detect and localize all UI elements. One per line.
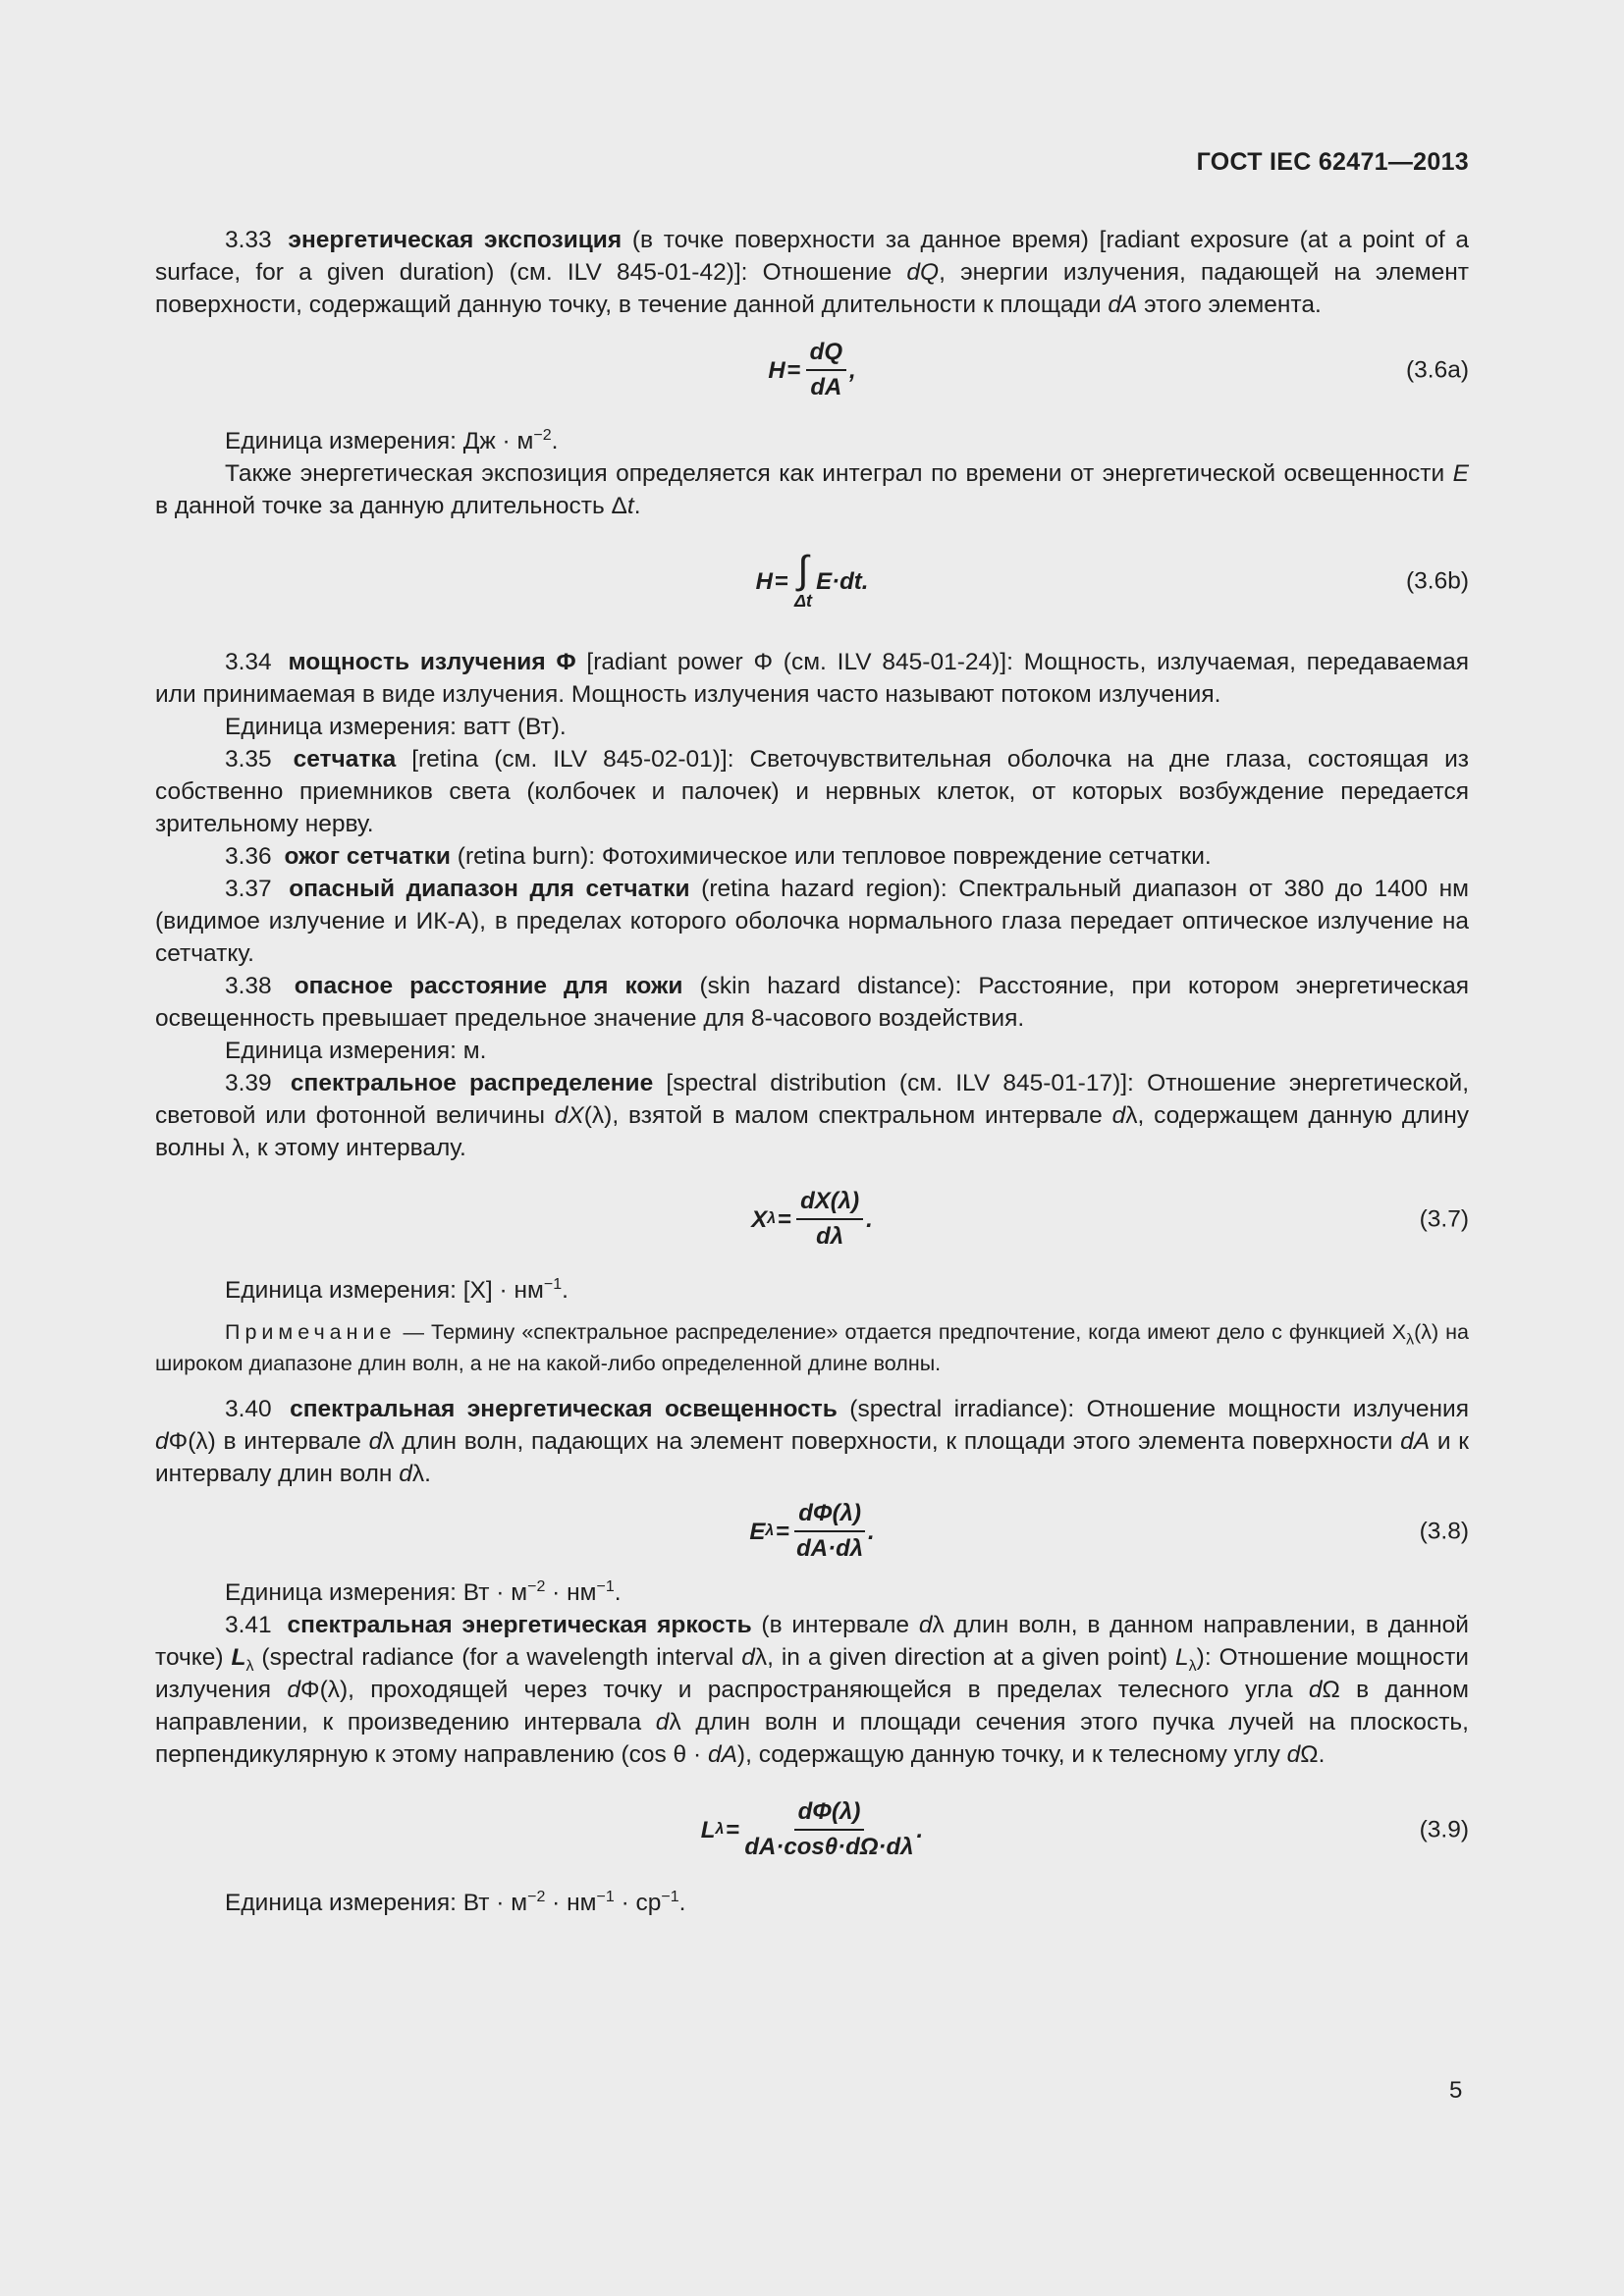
variable: L bbox=[1175, 1644, 1189, 1671]
formula-lhs: H bbox=[755, 567, 773, 595]
formula: L λ = $\frac{d\Phi(\lambda)}{dA\cdot\cos\theta\cdot d\Omega\cdot d\lambda}$ . bbox=[700, 1798, 924, 1860]
paragraph-text: Также энергетическая экспозиция определяется как интеграл по времени от энергетической освещенности bbox=[225, 460, 1453, 487]
term: спектральная энергетическая яркость bbox=[287, 1612, 752, 1638]
variable: d bbox=[287, 1677, 301, 1703]
paragraph-text: в данной точке за данную длительность Δ bbox=[155, 493, 627, 519]
definition-text: (skin hazard distance): Расстояние, при котором энергетическая освещенность превышает предельное значение для 8-часового воздействия. bbox=[155, 973, 1469, 1032]
unit-text: . bbox=[562, 1277, 568, 1304]
fraction-numerator: dQ bbox=[806, 338, 846, 371]
term: опасный диапазон для сетчатки bbox=[289, 876, 690, 902]
variable: d bbox=[741, 1644, 755, 1671]
formula-body: E·dt. bbox=[816, 567, 869, 595]
note bbox=[155, 1316, 1469, 1379]
definition-3-40 bbox=[155, 1393, 1469, 1490]
paragraph-integral bbox=[155, 457, 1469, 522]
section-number: 3.41 bbox=[225, 1612, 272, 1638]
fraction-numerator: dΦ(λ) bbox=[794, 1499, 865, 1532]
equation-number: (3.7) bbox=[1419, 1205, 1469, 1233]
fraction bbox=[744, 1797, 913, 1862]
note-subscript: λ bbox=[1406, 1331, 1415, 1349]
equation-3-8 bbox=[155, 1494, 1469, 1569]
term: опасное расстояние для кожи bbox=[294, 973, 683, 999]
definition-text: λ длин волн, падающих на элемент поверхности, к площади этого элемента поверхности bbox=[382, 1428, 1401, 1455]
equation-3-7 bbox=[155, 1180, 1469, 1258]
formula-tail: . bbox=[868, 1518, 875, 1545]
equation-3-6a bbox=[155, 331, 1469, 409]
fraction-denominator: dA bbox=[810, 374, 842, 400]
fraction bbox=[796, 1187, 863, 1252]
standard-designation: ГОСТ IEC 62471—2013 bbox=[1196, 148, 1469, 176]
definition-3-38 bbox=[155, 970, 1469, 1035]
unit-text: · нм bbox=[545, 1890, 597, 1916]
equation-number: (3.6a) bbox=[1405, 356, 1469, 384]
formula-lhs: E bbox=[749, 1518, 766, 1545]
unit-line: Единица измерения: ватт (Вт). bbox=[225, 714, 567, 740]
unit-line bbox=[155, 1887, 1469, 1919]
section-number: 3.38 bbox=[225, 973, 272, 999]
definition-text: , энергии излучения, падающей на элемент поверхности, содержащий данную точку, в течение данной длительности к площади bbox=[155, 259, 1469, 318]
variable: t bbox=[626, 493, 634, 519]
formula-equals: = bbox=[778, 1205, 792, 1233]
formula-tail: , bbox=[849, 356, 856, 384]
variable: d bbox=[1308, 1677, 1323, 1703]
definition-text: Ω. bbox=[1300, 1741, 1326, 1768]
formula-equals: = bbox=[774, 567, 788, 595]
variable: L bbox=[231, 1644, 246, 1671]
variable: dX bbox=[554, 1102, 584, 1129]
formula bbox=[155, 532, 1469, 630]
section-number: 3.39 bbox=[225, 1070, 272, 1096]
note-text: — Термину «спектральное распределение» отдается предпочтение, когда имеют дело с функцией X bbox=[396, 1320, 1407, 1344]
fraction-denominator: dA·cosθ·dΩ·dλ bbox=[744, 1834, 914, 1860]
definition-text: (в точке поверхности за данное время) [radiant exposure (at a point of a surface, for a given duration) (см. ILV 845-01-42)]: Отношение bbox=[155, 227, 1469, 286]
definition-text: ), содержащую данную точку, и к телесному углу bbox=[736, 1741, 1287, 1768]
fraction-denominator: dA·dλ bbox=[796, 1535, 864, 1562]
definition-text: Ω в данном направлении, к произведению интервала bbox=[155, 1677, 1469, 1735]
definition-text: Φ(λ), проходящей через точку и распространяющейся в пределах телесного угла bbox=[300, 1677, 1309, 1703]
equation-number: (3.6b) bbox=[1405, 567, 1469, 595]
definition-text: этого элемента. bbox=[1137, 292, 1322, 318]
term: мощность излучения Φ bbox=[288, 649, 576, 675]
definition-text: (retina burn): Фотохимическое или тепловое повреждение сетчатки. bbox=[450, 843, 1212, 870]
note-label: Примечание bbox=[225, 1320, 397, 1344]
fraction-numerator: dΦ(λ) bbox=[794, 1797, 865, 1831]
integral-limit: Δt bbox=[793, 591, 813, 611]
definition-3-35 bbox=[155, 743, 1469, 840]
unit-text: Единица измерения: [X] · нм bbox=[225, 1277, 544, 1304]
definition-3-34 bbox=[155, 646, 1469, 711]
definition-text: (spectral radiance (for a wavelength interval bbox=[253, 1644, 742, 1671]
formula-lhs: L bbox=[700, 1816, 716, 1843]
unit-exponent: −2 bbox=[527, 1577, 546, 1595]
variable-subscript: λ bbox=[1188, 1657, 1197, 1675]
formula-equals: = bbox=[776, 1518, 790, 1545]
section-number: 3.40 bbox=[225, 1396, 272, 1422]
equation-number: (3.9) bbox=[1419, 1816, 1469, 1843]
unit-line: Единица измерения: м. bbox=[225, 1038, 487, 1064]
variable: d bbox=[399, 1461, 412, 1487]
definition-text: (в интервале bbox=[751, 1612, 919, 1638]
unit-exponent: −1 bbox=[661, 1888, 679, 1905]
section-number: 3.34 bbox=[225, 649, 272, 675]
formula-equals: = bbox=[726, 1816, 740, 1843]
unit-text: Единица измерения: Дж · м bbox=[225, 428, 534, 454]
formula: E λ = $\frac{d\Phi(\lambda)}{dA\cdot d\lambda}$ . bbox=[749, 1500, 875, 1562]
variable-subscript: λ bbox=[245, 1657, 254, 1675]
equation-3-6b bbox=[155, 532, 1469, 630]
unit-text: Единица измерения: Вт · м bbox=[225, 1579, 528, 1606]
formula-equals: = bbox=[786, 356, 801, 384]
definition-text: (retina hazard region): Спектральный диапазон от 380 до 1400 нм (видимое излучение и ИК-А), в пределах которого оболочка нормального глаза передает оптическое излучение на сетчатку. bbox=[155, 876, 1469, 967]
definition-text: λ длин волн и площади сечения этого пучка лучей на плоскость, перпендикулярную к этому направлению (cos θ · bbox=[155, 1709, 1469, 1768]
equation-3-9 bbox=[155, 1790, 1469, 1869]
definition-3-37 bbox=[155, 873, 1469, 970]
variable: E bbox=[1452, 460, 1469, 487]
section-number: 3.35 bbox=[225, 746, 272, 773]
term: сетчатка bbox=[293, 746, 397, 773]
formula-tail: . bbox=[916, 1816, 924, 1843]
unit-exponent: −2 bbox=[527, 1888, 546, 1905]
fraction bbox=[794, 1499, 865, 1564]
definition-text: ): Отношение мощности излучения bbox=[155, 1644, 1469, 1703]
definition-text: Φ(λ) в интервале bbox=[168, 1428, 369, 1455]
variable: d bbox=[918, 1612, 933, 1638]
definition-text: [spectral distribution (см. ILV 845-01-17)]: Отношение энергетической, световой или фотонной величины bbox=[155, 1070, 1470, 1129]
formula-lhs: H bbox=[768, 356, 785, 384]
term: ожог сетчатки bbox=[284, 843, 451, 870]
unit-line bbox=[155, 1576, 1469, 1609]
section-number: 3.36 bbox=[225, 843, 272, 870]
term: спектральное распределение bbox=[290, 1070, 654, 1096]
definition-text: λ, содержащем данную длину волны λ, к этому интервалу. bbox=[155, 1102, 1469, 1161]
section-number: 3.33 bbox=[225, 227, 272, 253]
equation-number: (3.8) bbox=[1419, 1518, 1469, 1545]
formula bbox=[155, 331, 1469, 409]
unit-text: · ср bbox=[614, 1890, 662, 1916]
integral-sign bbox=[794, 551, 812, 612]
fraction-numerator: dX(λ) bbox=[796, 1187, 863, 1220]
unit-text: . bbox=[678, 1890, 686, 1916]
definition-text: [retina (см. ILV 845-02-01)]: Светочувствительная оболочка на дне глаза, состоящая из собственно приемников света (колбочек и палочек) и нервных клеток, от которых возбуждение передается зрительному нерву. bbox=[155, 746, 1469, 837]
unit-text: . bbox=[614, 1579, 622, 1606]
unit-text: · нм bbox=[545, 1579, 597, 1606]
variable: dQ bbox=[906, 259, 940, 286]
definition-text: [radiant power Φ (см. ILV 845-01-24)]: Мощность, излучаемая, передаваемая или принимаемая в виде излучения. Мощность излучения часто называют потоком излучения. bbox=[155, 649, 1469, 708]
integral-symbol: ∫ bbox=[797, 549, 809, 592]
note-text: (λ) на широком диапазоне длин волн, а не на какой-либо определенной длине волны. bbox=[155, 1320, 1469, 1375]
unit-text: Единица измерения: Вт · м bbox=[225, 1890, 528, 1916]
unit-exponent: −1 bbox=[543, 1275, 563, 1293]
definition-3-33 bbox=[155, 224, 1469, 321]
variable: d bbox=[155, 1428, 169, 1455]
definition-3-36 bbox=[155, 840, 1469, 873]
fraction-denominator: dλ bbox=[816, 1223, 844, 1250]
term: энергетическая экспозиция bbox=[288, 227, 623, 253]
page-number: 5 bbox=[1449, 2077, 1463, 2104]
paragraph-text: . bbox=[633, 493, 641, 519]
unit-exponent: −1 bbox=[596, 1577, 615, 1595]
definition-text: и к интервалу длин волн bbox=[155, 1428, 1469, 1487]
page-content bbox=[155, 224, 1469, 1919]
variable: dA bbox=[1108, 292, 1138, 318]
formula-lhs: X bbox=[751, 1205, 768, 1233]
unit-exponent: −1 bbox=[596, 1888, 615, 1905]
definition-3-39 bbox=[155, 1067, 1469, 1164]
definition-text: λ длин волн, в данном направлении, в данной точке) bbox=[155, 1612, 1469, 1671]
variable: d bbox=[655, 1709, 670, 1735]
term: спектральная энергетическая освещенность bbox=[290, 1396, 838, 1422]
unit-text: . bbox=[551, 428, 559, 454]
definition-3-41 bbox=[155, 1609, 1469, 1771]
section-number: 3.37 bbox=[225, 876, 272, 902]
variable: dA bbox=[707, 1741, 737, 1768]
formula: X λ = $\frac{dX(\lambda)}{d\lambda}$ . bbox=[751, 1188, 873, 1250]
unit-line bbox=[155, 1274, 1469, 1307]
variable: dA bbox=[1400, 1428, 1431, 1455]
definition-text: λ, in a given direction at a given point) bbox=[754, 1644, 1176, 1671]
definition-text: (spectral irradiance): Отношение мощности излучения bbox=[837, 1396, 1469, 1422]
variable: d bbox=[1111, 1102, 1126, 1129]
unit-exponent: −2 bbox=[533, 426, 552, 444]
variable: d bbox=[368, 1428, 383, 1455]
variable: d bbox=[1286, 1741, 1301, 1768]
fraction bbox=[806, 338, 846, 402]
formula-tail: . bbox=[866, 1205, 873, 1233]
unit-line bbox=[155, 425, 1469, 457]
definition-text: λ. bbox=[411, 1461, 431, 1487]
definition-text: (λ), взятой в малом спектральном интервале bbox=[583, 1102, 1112, 1129]
